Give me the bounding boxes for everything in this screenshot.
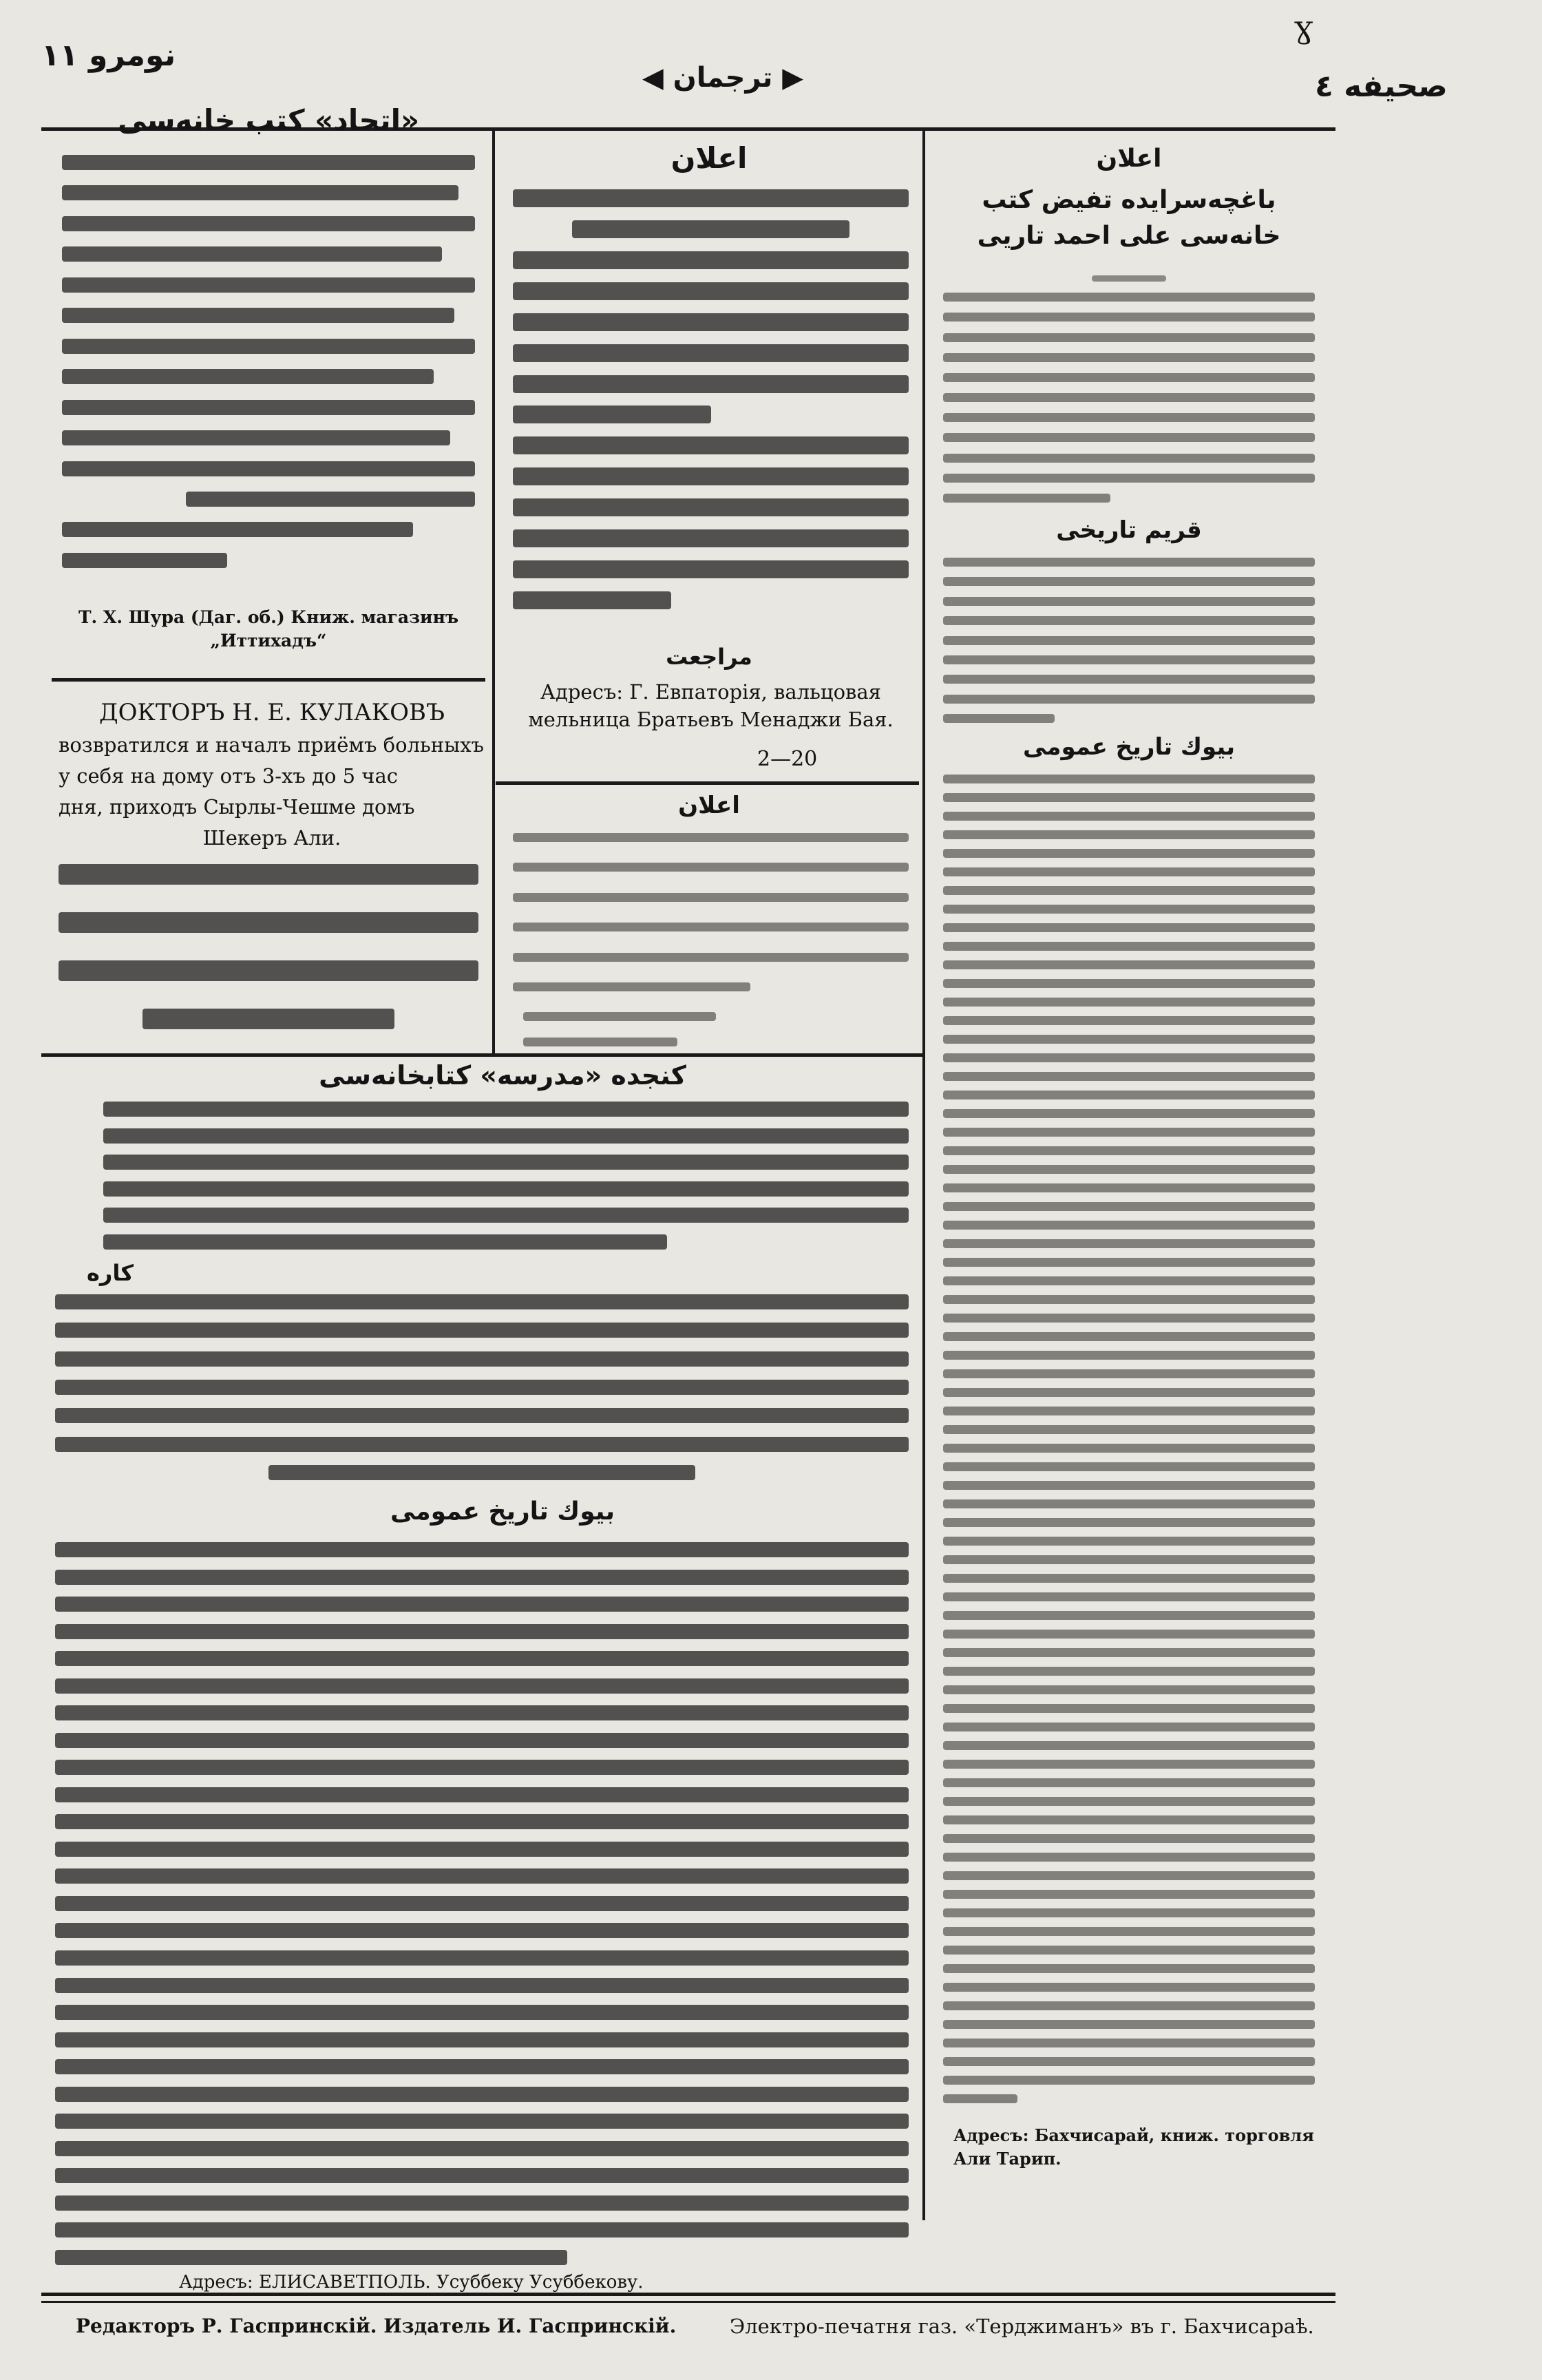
ittihad-body: [62, 155, 475, 568]
bottom-book-list: [55, 1542, 909, 2265]
footer-rule-thin: [41, 2301, 1335, 2303]
ittihad-address: Т. Х. Шура (Даг. об.) Книж. магазинъ „Иттихадъ“: [78, 607, 459, 651]
crimea-history-body: [943, 558, 1315, 723]
madrasa-heading: کنجده «مدرسه» کتابخانه‌سی: [319, 1060, 686, 1091]
notice1-body: [513, 189, 909, 609]
madrasa-book-list: [55, 1294, 909, 1480]
doctor-line1: возвратился и началъ приёмъ больныхъ: [59, 733, 485, 757]
madrasa-rule: [41, 1053, 922, 1057]
paper-name: ترجمان: [673, 62, 773, 94]
notice1-code: 2—20: [757, 747, 818, 771]
footer-editor: Редакторъ Р. Гаспринскій. Издатель И. Гаспринскій.: [76, 2315, 677, 2337]
footer-rule: [41, 2293, 1335, 2296]
notice1-rule: [496, 781, 919, 785]
doctor-line4: Шекеръ Али.: [202, 826, 341, 850]
price-label: کاره: [87, 1260, 134, 1286]
notice1-heading: اعلان: [670, 141, 748, 175]
doctor-line2: у себя на дому отъ 3-хъ до 5 час: [59, 764, 398, 788]
column-rule-right: [922, 127, 925, 2220]
ittihad-heading: «اتحاد» کتب خانه‌سی: [117, 103, 420, 137]
crimea-history-heading: قریم تاریخی: [1056, 516, 1202, 544]
madrasa-intro: [103, 1102, 909, 1250]
column-rule-left: [492, 127, 495, 1057]
ittihad-rule: [52, 678, 485, 682]
doctor-name: ДОКТОРЪ Н. Е. КУЛАКОВЪ: [99, 699, 445, 726]
doctor-line3: дня, приходъ Сырлы-Чешме домъ: [59, 795, 415, 819]
ornament-right-icon: ▶: [782, 62, 804, 94]
right-address: Адресъ: Бахчисарай, книж. торговля Али Тарип.: [953, 2125, 1314, 2169]
world-history-list: [943, 775, 1315, 2103]
notice2-body: [513, 833, 909, 991]
notice2-heading: اعلان: [678, 792, 740, 819]
bottom-address: Адресъ: ЕЛИСАВЕТПОЛЬ. Усуббеку Усуббекову.: [179, 2272, 644, 2293]
corner-mark: Ɣ: [1294, 17, 1314, 49]
muraja-label: مراجعت: [666, 644, 752, 670]
world-history-heading-bottom: بیوك تاریخ عمومی: [390, 1497, 615, 1526]
bookstore-description: [943, 275, 1315, 503]
issue-number: نومرو ١١: [41, 38, 176, 73]
notice1-address: Адресъ: Г. Евпаторія, вальцовая мельница Братьевъ Менаджи Бая.: [528, 680, 894, 731]
world-history-heading-right: بیوك تاریخ عمومی: [1023, 733, 1235, 761]
right-notice-heading: اعلان: [1096, 145, 1162, 173]
bookstore-title: باغچه‌سرایده تفیض کتب خانه‌سی علی احمد تاریی: [977, 186, 1281, 250]
ornament-left-icon: ◀: [642, 62, 664, 94]
footer-printer: Электро-печатня газ. «Терджиманъ» въ г. Бахчисараѣ.: [730, 2315, 1314, 2338]
notice2-signature: [523, 1012, 716, 1046]
page-number: صحيفه ٤: [1315, 69, 1448, 104]
masthead-title: [620, 62, 826, 94]
doctor-arabic-notice: [59, 864, 478, 1029]
